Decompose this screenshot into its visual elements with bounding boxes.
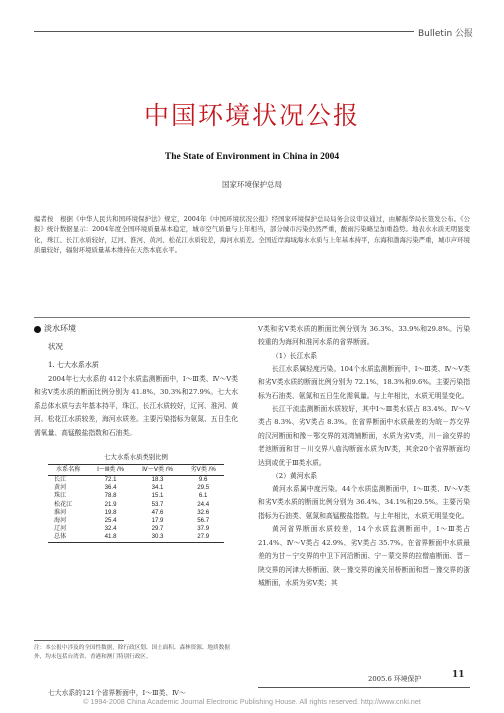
table-cell: 24.4 xyxy=(197,500,210,508)
footnote: 注：本公报中涉及的全国性数据，除行政区划、国土面积、森林资源、地质数据外，均未包括台湾省、香港和澳门特别行政区。 xyxy=(34,645,230,660)
subsection-heading: （1）长江水系 xyxy=(272,351,318,360)
bullet-icon xyxy=(34,326,41,333)
table-header-row xyxy=(48,465,224,476)
table-cell: 辽河 xyxy=(54,525,67,533)
english-subtitle: The State of Environment in China in 2004 xyxy=(164,152,340,162)
table-cell: 41.8 xyxy=(88,533,132,542)
table-cell: 黄河 xyxy=(54,484,67,492)
table-cell: 29.7 xyxy=(151,525,164,533)
table-cell: 21.9 xyxy=(104,500,117,508)
table-cell: 32.4 xyxy=(104,525,117,533)
subsection-heading: （2）黄河水系 xyxy=(272,472,318,481)
table-cell: 9.6 xyxy=(198,476,208,484)
table-cell: 15.1 xyxy=(151,492,164,500)
header-rule xyxy=(34,31,414,32)
table-cell: 17.9 xyxy=(151,517,164,525)
table-cell: 36.4 xyxy=(104,484,117,492)
status-heading: 状况 xyxy=(48,342,63,351)
table-row xyxy=(48,492,224,500)
table-header: 劣Ⅴ类 /% xyxy=(182,465,224,476)
issue-label: 2005.6 环境保护 xyxy=(368,675,422,683)
table-title: 七大水系水质类别比例 xyxy=(104,453,168,462)
table-cell: 37.9 xyxy=(197,525,210,533)
subsection-heading: 1. 七大水系水质 xyxy=(48,361,99,369)
table-row xyxy=(48,525,224,533)
section-heading xyxy=(34,323,238,335)
table-cell: 30.3 xyxy=(133,533,183,542)
paragraph: 七大水系的121个省界断面中，Ⅰ～Ⅲ类、Ⅳ～ xyxy=(48,688,186,697)
table-header: 水系名称 xyxy=(48,465,88,476)
table-cell: 72.1 xyxy=(104,476,117,484)
table-row xyxy=(48,476,224,485)
table-cell: 53.7 xyxy=(151,500,164,508)
copyright: © 1994-2008 China Academic Journal Electronic Publishing House. All rights reserved. http://www.cnki.net xyxy=(83,697,421,706)
table-cell: 长江 xyxy=(54,476,67,484)
table-header: Ⅳ～Ⅴ类 /% xyxy=(133,465,183,476)
table-cell: 总体 xyxy=(48,533,88,542)
section-divider xyxy=(34,317,470,318)
table-row xyxy=(48,509,224,517)
table-cell: 18.3 xyxy=(151,476,164,484)
table-cell: 6.1 xyxy=(198,492,208,500)
table-cell: 松花江 xyxy=(54,500,73,508)
section-title: 淡水环境 xyxy=(44,324,76,333)
paragraph: 长江干流监测断面水质较好，其中Ⅰ～Ⅲ类水质占 83.4%、Ⅳ～Ⅴ类占 8.3%、劣Ⅴ类占 8.3%。在省界断面中水质最差的为皖－苏交界的汉河断面和豫－鄂交界的刘湾铺断面，水质为劣Ⅴ类，川－渝交界的老池断面和甘－川交界八庙沟断面水质为Ⅳ类，其余20个省界断面均达到或优于Ⅲ类水质。 xyxy=(258,405,470,467)
right-column xyxy=(258,323,470,590)
header-tag: Bulletin 公报 xyxy=(418,29,474,39)
paragraph: 黄河省界断面水质较差，14个水质监测断面中，Ⅰ～Ⅲ类占 21.4%、Ⅳ～Ⅴ类占 42.9%、劣Ⅴ类占 35.7%。在省界断面中水质最差的为甘－宁交界的中卫下河沿断面、宁－蒙交界的拉僧庙断面、晋－陕交界的河津大桥断面、陕－豫交界的潼关吊桥断面和晋－豫交界的浙城断面，水质为劣Ⅴ类；其 xyxy=(258,525,470,587)
paragraph: 黄河水系属中度污染。44个水质监测断面中，Ⅰ～Ⅲ类、Ⅳ～Ⅴ类和劣Ⅴ类水质的断面比例分别为 36.4%、34.1%和29.5%。主要污染指标为石油类、氨氮和高锰酸盐指数。与上年相比，水质无明显变化。 xyxy=(258,485,470,520)
table-cell: 19.8 xyxy=(104,508,117,516)
table-cell: 56.7 xyxy=(197,517,210,525)
table-header: Ⅰ～Ⅲ类 /% xyxy=(88,465,132,476)
table-cell: 海河 xyxy=(54,517,67,525)
table-row xyxy=(48,501,224,509)
page-number: 11 xyxy=(452,670,465,680)
table-cell: 29.5 xyxy=(197,484,210,492)
table-cell: 珠江 xyxy=(54,492,67,500)
page-title: 中国环境状况公报 xyxy=(143,101,360,130)
paragraph: 2004年七大水系的 412个水质监测断面中，Ⅰ～Ⅲ类、Ⅳ～Ⅴ类和劣Ⅴ类水质的断面比例分别为 41.8%、30.3%和27.9%。七大水系总体水质与去年基本持平，珠江、长江水质较好，辽河、淮河、黄河、松花江水质较差，海河水质差。主要污染指标为氨氮、五日生化需氧量、高锰酸盐指数和石油类。 xyxy=(34,375,238,437)
table-cell: 78.8 xyxy=(104,492,117,500)
table-cell: 32.6 xyxy=(197,508,210,516)
table-cell: 47.6 xyxy=(151,508,164,516)
table-cell: 34.1 xyxy=(151,484,164,492)
table-row xyxy=(48,484,224,492)
table-cell: 淮河 xyxy=(54,508,67,516)
water-quality-table xyxy=(48,464,224,543)
author: 国家环境保护总局 xyxy=(222,180,282,189)
footer-rule xyxy=(258,687,470,688)
table-body xyxy=(48,476,224,543)
footnote-rule xyxy=(34,640,124,641)
paragraph: Ⅴ类和劣Ⅴ类水质的断面比例分别为 36.3%、33.9%和29.8%。污染较重的为海河和淮河水系的省界断面。 xyxy=(258,325,470,347)
table-row xyxy=(48,533,224,542)
paragraph: 长江水系属轻度污染。104个水质监测断面中，Ⅰ～Ⅲ类、Ⅳ～Ⅴ类和劣Ⅴ类水质的断面比例分别为 72.1%、18.3%和9.6%。主要污染指标为石油类、氨氮和五日生化需氧量。与上年相比，水质无明显变化。 xyxy=(258,364,470,400)
table-cell: 27.9 xyxy=(182,533,224,542)
editor-note: 编者按 根据《中华人民共和国环境保护法》规定，2004年《中国环境状况公报》经国家环境保护总局局务会议审议通过，由解振华局长签发公布。《公报》统计数据显示：2004年度全国环境质量基本稳定，城市空气质量与上年相当，部分城市污染仍然严重，酸雨污染略呈加重趋势。地表水水质无明显变化，珠江、长江水质较好，辽河、淮河、黄河、松花江水质较差，海河水质差。全国近岸海域海水水质与上年基本持平，东海和渤海污染严重，城市声环境质量较好，辐射环境质量基本维持在天然本底水平。 xyxy=(34,215,470,255)
table-cell: 25.4 xyxy=(104,517,117,525)
table-row xyxy=(48,517,224,525)
